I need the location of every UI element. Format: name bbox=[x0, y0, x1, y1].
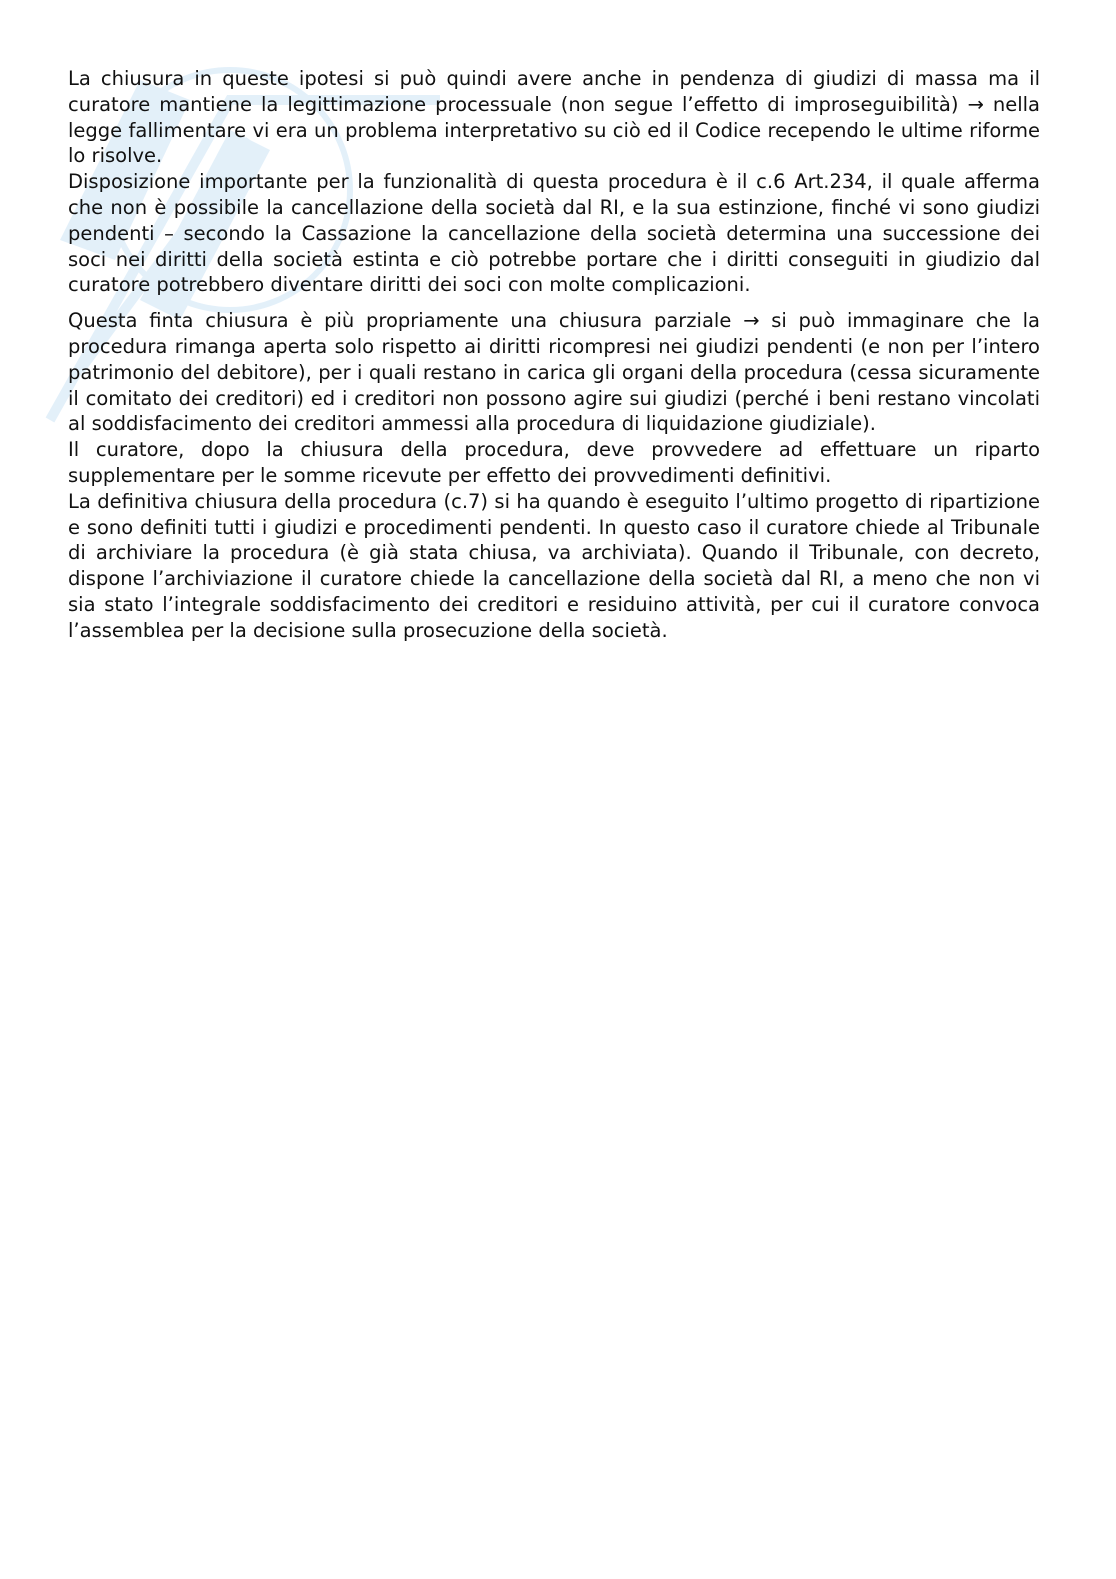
paragraph-3: Questa finta chiusura è più propriamente una chiusura parziale → si può immaginare che la procedura rimanga aperta solo rispetto ai diritti ricompresi nei giudizi pendenti (e non per l’intero patrimonio del debitore), per i quali restano in carica gli organi della procedura (cessa sicuramente il comitato dei creditori) ed i creditori non possono agire sui giudizi (perché i beni restano vincolati al soddisfacimento dei creditori ammessi alla procedura di liquidazione giudiziale). bbox=[68, 309, 1040, 436]
paragraph-1: La chiusura in queste ipotesi si può quindi avere anche in pendenza di giudizi di massa ma il curatore mantiene la legittimazione processuale (non segue l’effetto di improseguibilità) → nella legge fallimentare vi era un problema interpretativo su ciò ed il Codice recependo le ultime riforme lo risolve. bbox=[68, 67, 1040, 168]
document-body bbox=[68, 66, 1040, 644]
paragraph-2: Disposizione importante per la funzionalità di questa procedura è il c.6 Art.234, il quale afferma che non è possibile la cancellazione della società dal RI, e la sua estinzione, finché vi sono giudizi pendenti – secondo la Cassazione la cancellazione della società determina una successione dei soci nei diritti della società estinta e ciò potrebbe portare che i diritti conseguiti in giudizio dal curatore potrebbero diventare diritti dei soci con molte complicazioni. bbox=[68, 170, 1040, 297]
paragraph-5: La definitiva chiusura della procedura (c.7) si ha quando è eseguito l’ultimo progetto di ripartizione e sono definiti tutti i giudizi e procedimenti pendenti. In questo caso il curatore chiede al Tribunale di archiviare la procedura (è già stata chiusa, va archiviata). Quando il Tribunale, con decreto, dispone l’archiviazione il curatore chiede la cancellazione della società dal RI, a meno che non vi sia stato l’integrale soddisfacimento dei creditori e residuino attività, per cui il curatore convoca l’assemblea per la decisione sulla prosecuzione della società. bbox=[68, 489, 1040, 642]
paragraph-4: Il curatore, dopo la chiusura della procedura, deve provvedere ad effettuare un riparto supplementare per le somme ricevute per effetto dei provvedimenti definitivi. bbox=[68, 438, 1040, 487]
